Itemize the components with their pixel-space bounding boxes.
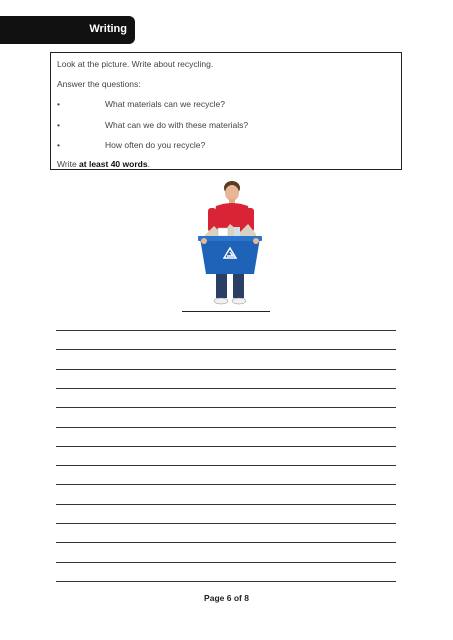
bullet-icon: • bbox=[57, 120, 60, 130]
question-text: What can we do with these materials? bbox=[105, 120, 249, 130]
bullet-icon: • bbox=[57, 140, 60, 150]
page-number: Page 6 of 8 bbox=[204, 593, 249, 603]
instruction-suffix: . bbox=[147, 159, 150, 169]
writing-line[interactable] bbox=[56, 484, 396, 485]
task-intro: Look at the picture. Write about recycling. bbox=[57, 59, 214, 69]
questions-intro: Answer the questions: bbox=[57, 79, 141, 89]
leg-left bbox=[216, 274, 227, 298]
word-count-instruction bbox=[57, 159, 150, 169]
writing-line[interactable] bbox=[56, 330, 396, 331]
task-box bbox=[50, 52, 402, 170]
bottle-shape bbox=[234, 227, 240, 237]
face-shape bbox=[225, 185, 239, 201]
question-text: What materials can we recycle? bbox=[105, 99, 225, 109]
writing-line[interactable] bbox=[56, 562, 396, 563]
instruction-bold: at least 40 words bbox=[79, 159, 148, 169]
paper-shape bbox=[218, 228, 228, 236]
caption-underline bbox=[182, 311, 270, 312]
writing-line[interactable] bbox=[56, 369, 396, 370]
shoe-right bbox=[232, 298, 246, 304]
writing-line[interactable] bbox=[56, 388, 396, 389]
hand-right bbox=[253, 238, 259, 244]
leg-right bbox=[233, 274, 244, 298]
shoe-left bbox=[214, 298, 228, 304]
writing-line[interactable] bbox=[56, 407, 396, 408]
writing-line[interactable] bbox=[56, 523, 396, 524]
bullet-icon: • bbox=[57, 99, 60, 109]
section-tab bbox=[0, 16, 135, 44]
instruction-prefix: Write bbox=[57, 159, 80, 169]
writing-line[interactable] bbox=[56, 349, 396, 350]
writing-line[interactable] bbox=[56, 446, 396, 447]
hand-left bbox=[201, 238, 207, 244]
bin-rim bbox=[198, 236, 262, 241]
section-title: Writing bbox=[89, 23, 127, 35]
writing-line[interactable] bbox=[56, 465, 396, 466]
writing-line[interactable] bbox=[56, 581, 396, 582]
writing-line[interactable] bbox=[56, 427, 396, 428]
recycling-boy-illustration bbox=[190, 178, 270, 308]
writing-line[interactable] bbox=[56, 542, 396, 543]
writing-line[interactable] bbox=[56, 504, 396, 505]
question-text: How often do you recycle? bbox=[105, 140, 206, 150]
